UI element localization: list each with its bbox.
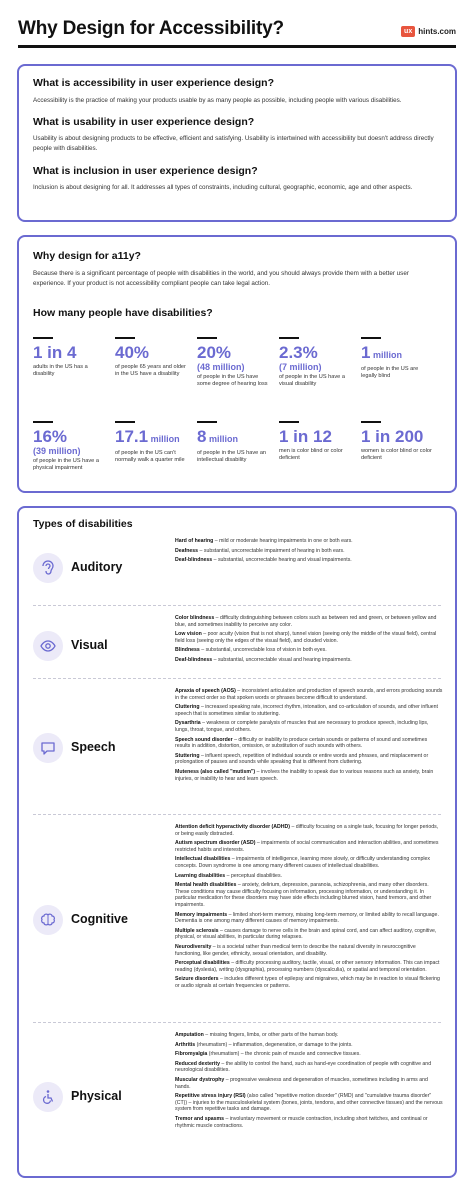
disability-item: Tremor and spasms – involuntary movement or muscle contraction, including short twitches, and continual or rhythmic muscle contractions. — [175, 1115, 428, 1129]
section-divider — [33, 605, 441, 606]
stat-value — [361, 344, 433, 364]
disability-item: Reduced dexterity – the ability to control the hand, such as hand-eye coordination of people with cognitive and neurological disabilities. — [175, 1060, 432, 1074]
disability-item: Muteness (also called "mutism") – involves the inability to speak due to various reasons such as anxiety, brain injuries, or inability to hear and learn speech. — [175, 768, 434, 782]
disability-term: Amputation — [175, 1032, 204, 1038]
disability-item: Attention deficit hyperactivity disorder (ADHD) – difficulty focusing on a single task, focusing for longer periods, or being easily distracted. — [175, 824, 439, 837]
why-heading: Why design for a11y? — [33, 250, 141, 262]
stat-subvalue: (7 million) — [279, 362, 322, 372]
stat-item — [279, 421, 351, 462]
brain-icon — [33, 905, 63, 935]
disability-item: Blindness – substantial, uncorrectable loss of vision in both eyes. — [175, 647, 327, 654]
stat-item — [33, 337, 105, 378]
stat-value — [115, 344, 187, 362]
disability-item: Perceptual disabilities – difficulty processing auditory, tactile, visual, or other sensory information. This can impact reading (dyslexia), writing (dysgraphia), processing numbers (dyscalculia), or spatial and temporal orientation. — [175, 960, 440, 973]
stat-description: of people 65 years and older in the US have a disability — [115, 364, 186, 377]
stat-number: 1 in 4 — [33, 343, 77, 362]
stat-description: adults in the US has a disability — [33, 364, 88, 377]
disability-item: Color blindness – difficulty distinguishing between colors such as between red and green, or between yellow and blue, and sometimes inability to perceive any color. — [175, 615, 437, 628]
disability-item: Speech sound disorder – difficulty or inability to produce certain sounds or patterns of sound and sometimes results in addition, distortion, omission, or substitution of such sounds with others. — [175, 736, 428, 750]
stat-rule — [279, 421, 299, 423]
disability-term: Dysarthria — [175, 720, 201, 727]
disability-item: Memory impairments – limited short-term memory, missing long-term memory, or limited ability to recall language. Dementia is one among many different causes of memory impairments. — [175, 911, 439, 925]
disability-term: Mental health disabilities — [175, 882, 237, 889]
stat-number: 2.3% — [279, 343, 318, 362]
disability-name: Speech — [71, 740, 116, 754]
disability-name: Physical — [71, 1089, 122, 1103]
disability-term: Deaf-blindness — [175, 656, 213, 663]
disability-name: Visual — [71, 638, 108, 652]
disability-term: Low vision — [175, 631, 202, 638]
stat-item — [115, 421, 187, 464]
logo-text: hints.com — [418, 27, 456, 36]
usability-heading: What is usability in user experience design? — [33, 116, 255, 128]
stat-rule — [197, 337, 217, 339]
inclusion-text: Inclusion is about designing for all. It addresses all types of constraints, including cultural, geographic, economic, age and other aspects. — [33, 184, 413, 191]
inclusion-heading: What is inclusion in user experience design? — [33, 165, 258, 177]
disability-name: Auditory — [71, 560, 123, 574]
stat-number: 17.1 — [115, 427, 149, 446]
disability-items — [175, 824, 443, 992]
stat-item — [115, 337, 187, 378]
stat-value — [115, 428, 187, 448]
disability-term: Repetitive stress injury (RSI) — [175, 1093, 246, 1100]
definitions-card — [17, 64, 457, 222]
disability-term: Cluttering — [175, 704, 200, 711]
page-title: Why Design for Accessibility? — [18, 18, 284, 39]
disability-section-auditory — [19, 538, 455, 598]
stat-value — [33, 344, 105, 362]
speech-bubble-icon — [33, 733, 63, 763]
stat-item — [197, 421, 269, 464]
disability-term: Reduced dexterity — [175, 1060, 220, 1067]
stat-rule — [197, 421, 217, 423]
stat-subvalue: (39 million) — [33, 446, 81, 456]
why-text: Because there is a significant percentage of people with disabilities in the world, and you should always provide them with a better user experience. If your product is not accessibility compliant people can take legal action. — [33, 270, 409, 287]
stat-value — [33, 428, 105, 446]
disability-items — [175, 1032, 443, 1132]
stat-description: of people in the US have a physical impairment — [33, 458, 99, 471]
why-card — [17, 235, 457, 493]
stat-rule — [279, 337, 299, 339]
stat-item — [197, 337, 269, 388]
header — [0, 0, 474, 52]
stat-rule — [33, 337, 53, 339]
stat-subvalue: (48 million) — [197, 362, 245, 372]
disability-item: Repetitive stress injury (RSI) (also called "repetitive motion disorder" (RMD) and "cumulative trauma disorder" (CT)) – injuries to the musculoskeletal system (bones, joints, tendons, and other connective tissues) and the nervous system from repetitive tasks and damage. — [175, 1093, 443, 1113]
disability-item: Seizure disorders – includes different types of epilepsy and migraines, which may be in reaction to visual flickering or audio signals at certain frequencies or patterns. — [175, 976, 440, 989]
stat-number: 1 — [361, 343, 371, 362]
disability-section-cognitive — [19, 824, 455, 1016]
disability-term: Color blindness — [175, 615, 215, 621]
disability-term: Deaf-blindness — [175, 557, 213, 564]
disability-item: Fibromyalgia (rheumatism) – the chronic pain of muscle and connective tissues. — [175, 1051, 361, 1058]
disability-item: Hard of hearing – mild or moderate hearing impairments in one or both ears. — [175, 538, 353, 544]
stat-description: of people in the US have a visual disability — [279, 374, 345, 387]
title-divider — [18, 45, 456, 48]
disability-term: Multiple sclerosis — [175, 927, 219, 934]
disability-term: Deafness — [175, 547, 199, 554]
disability-item: Low vision – poor acuity (vision that is not sharp), tunnel vision (seeing only the middle of the visual field), central field loss (seeing only the edges of the visual field), and clouded vision. — [175, 631, 437, 644]
stat-suffix: million — [206, 434, 238, 444]
disability-name: Cognitive — [71, 912, 128, 926]
disability-items — [175, 538, 443, 567]
disability-term: Seizure disorders — [175, 976, 219, 983]
disability-item: Mental health disabilities – anxiety, delirium, depression, paranoia, schizophrenia, and many other disorders. These conditions may cause difficulty focusing on information, processing information, or understanding it. In particular medication for these disorders may have side effects including blurred vision, hand tremors, and other impairments. — [175, 882, 432, 908]
disability-term: Tremor and spasms — [175, 1115, 225, 1122]
stat-suffix: million — [148, 434, 180, 444]
stat-item — [361, 421, 433, 462]
disability-section-speech — [19, 688, 455, 808]
section-divider — [33, 814, 441, 815]
disability-term: Speech sound disorder — [175, 736, 233, 743]
disability-item: Deafness – substantial, uncorrectable impairment of hearing in both ears. — [175, 547, 345, 554]
disability-term: Attention deficit hyperactivity disorder (ADHD) — [175, 824, 291, 830]
disability-item: Dysarthria – weakness or complete paralysis of muscles that are necessary to produce speech, including lips, lungs, throat, tongue, and others. — [175, 720, 429, 733]
stat-rule — [33, 421, 53, 423]
disability-term: Blindness — [175, 647, 200, 654]
stat-item — [279, 337, 351, 388]
disability-item: Deaf-blindness – substantial, uncorrectable visual and hearing impairments. — [175, 656, 352, 663]
stat-number: 16% — [33, 427, 68, 446]
stat-description: of people in the US are legally blind — [361, 366, 419, 379]
stat-number: 8 — [197, 427, 207, 446]
disability-item: Intellectual disabilities – impairments of intelligence, learning more slowly, or difficulty understanding complex concepts. Down syndrome is one among many different causes of intellectual disabilities. — [175, 856, 430, 869]
disability-term: Autism spectrum disorder (ASD) — [175, 840, 256, 847]
stat-item — [33, 421, 105, 472]
logo[interactable] — [401, 26, 456, 37]
stat-rule — [361, 337, 381, 339]
disability-term: Hard of hearing — [175, 538, 214, 544]
stat-value — [197, 344, 269, 362]
disability-term: Memory impairments — [175, 911, 228, 918]
stat-rule — [115, 421, 135, 423]
disability-item: Autism spectrum disorder (ASD) – impairments of social communication and interaction abilities, and sometimes restricted habits and interests. — [175, 840, 439, 853]
disability-item: Apraxia of speech (AOS) – inconsistent articulation and production of speech sounds, and errors producing sounds in the correct order so that spoken words or phrases become difficult to understand. — [175, 688, 443, 701]
disability-item: Neurodiversity – is a societal rather than medical term to describe the natural diversity in neurocognitive functioning, like gender, ethnicity, sexual orientation, and disability. — [175, 943, 416, 957]
section-divider — [33, 678, 441, 679]
usability-text: Usability is about designing products to be effective, efficient and satisfying. Usability is intertwined with accessibility but doesn't address directly people with disabilities. — [33, 135, 434, 152]
disability-items — [175, 615, 443, 667]
disability-term: Apraxia of speech (AOS) — [175, 688, 236, 694]
disability-term: Learning disabilities — [175, 872, 226, 879]
stat-item — [361, 337, 433, 380]
disability-section-visual — [19, 615, 455, 677]
disability-item: Muscular dystrophy – progressive weakness and degeneration of muscles, sometimes including in arms and hands. — [175, 1076, 428, 1090]
stat-suffix: million — [370, 350, 402, 360]
stat-number: 1 in 200 — [361, 427, 424, 446]
stat-number: 1 in 12 — [279, 427, 332, 446]
stat-value — [361, 428, 433, 446]
logo-badge: ux — [401, 26, 415, 37]
wheelchair-icon — [33, 1082, 63, 1112]
accessibility-text: Accessibility is the practice of making your products usable by as many people as possible, including people with various disabilities. — [33, 97, 402, 104]
disability-item: Cluttering – increased speaking rate, incorrect rhythm, intonation, and co-articulation of sounds, and other influent speech that is sometimes similar to stuttering. — [175, 704, 438, 717]
disability-item: Amputation – missing fingers, limbs, or other parts of the human body. — [175, 1032, 339, 1038]
stat-value — [197, 428, 269, 448]
disability-item: Stuttering – influent speech, repetition of individual sounds or entire words and phrases, and misplacement or prolongation of pauses and sounds while speaking that is different from cluttering. — [175, 752, 429, 766]
disability-term: Neurodiversity — [175, 943, 212, 950]
eye-icon — [33, 631, 63, 661]
types-card — [17, 506, 457, 1178]
stat-rule — [361, 421, 381, 423]
stat-description: women is color blind or color deficient — [361, 448, 432, 461]
stat-description: of people in the US have some degree of hearing loss — [197, 374, 268, 387]
disability-term: Arthritis — [175, 1041, 196, 1048]
stat-description: men is color blind or color deficient — [279, 448, 343, 461]
disability-item: Deaf-blindness – substantial, uncorrectable hearing and visual impairments. — [175, 557, 352, 564]
section-divider — [33, 1022, 441, 1023]
stat-number: 40% — [115, 343, 150, 362]
disability-items — [175, 688, 443, 785]
stat-value — [279, 344, 351, 362]
stat-rule — [115, 337, 135, 339]
stat-number: 20% — [197, 343, 232, 362]
disability-term: Intellectual disabilities — [175, 856, 231, 863]
disability-item: Learning disabilities – perceptual disabilities. — [175, 872, 282, 879]
disability-term: Muscular dystrophy — [175, 1076, 225, 1083]
disability-term: Fibromyalgia — [175, 1051, 208, 1058]
disability-item: Multiple sclerosis – causes damage to nerve cells in the brain and spinal cord, and can affect auditory, cognitive, physical, or visual abilities, in particular during relapses. — [175, 927, 437, 941]
stat-description: of people in the US have an intellectual disability — [197, 450, 267, 463]
disability-item: Arthritis (rheumatism) – inflammation, degeneration, or damage to the joints. — [175, 1041, 353, 1048]
disability-term: Muteness (also called "mutism") — [175, 768, 256, 775]
accessibility-heading: What is accessibility in user experience design? — [33, 77, 275, 89]
types-heading: Types of disabilities — [33, 518, 133, 530]
ear-icon — [33, 553, 63, 583]
stat-value — [279, 428, 351, 446]
stats-heading: How many people have disabilities? — [33, 307, 213, 319]
stat-description: of people in the US can't normally walk a quarter mile — [115, 450, 185, 463]
disability-term: Perceptual disabilities — [175, 960, 230, 967]
disability-term: Stuttering — [175, 752, 200, 759]
disability-section-physical — [19, 1032, 455, 1162]
